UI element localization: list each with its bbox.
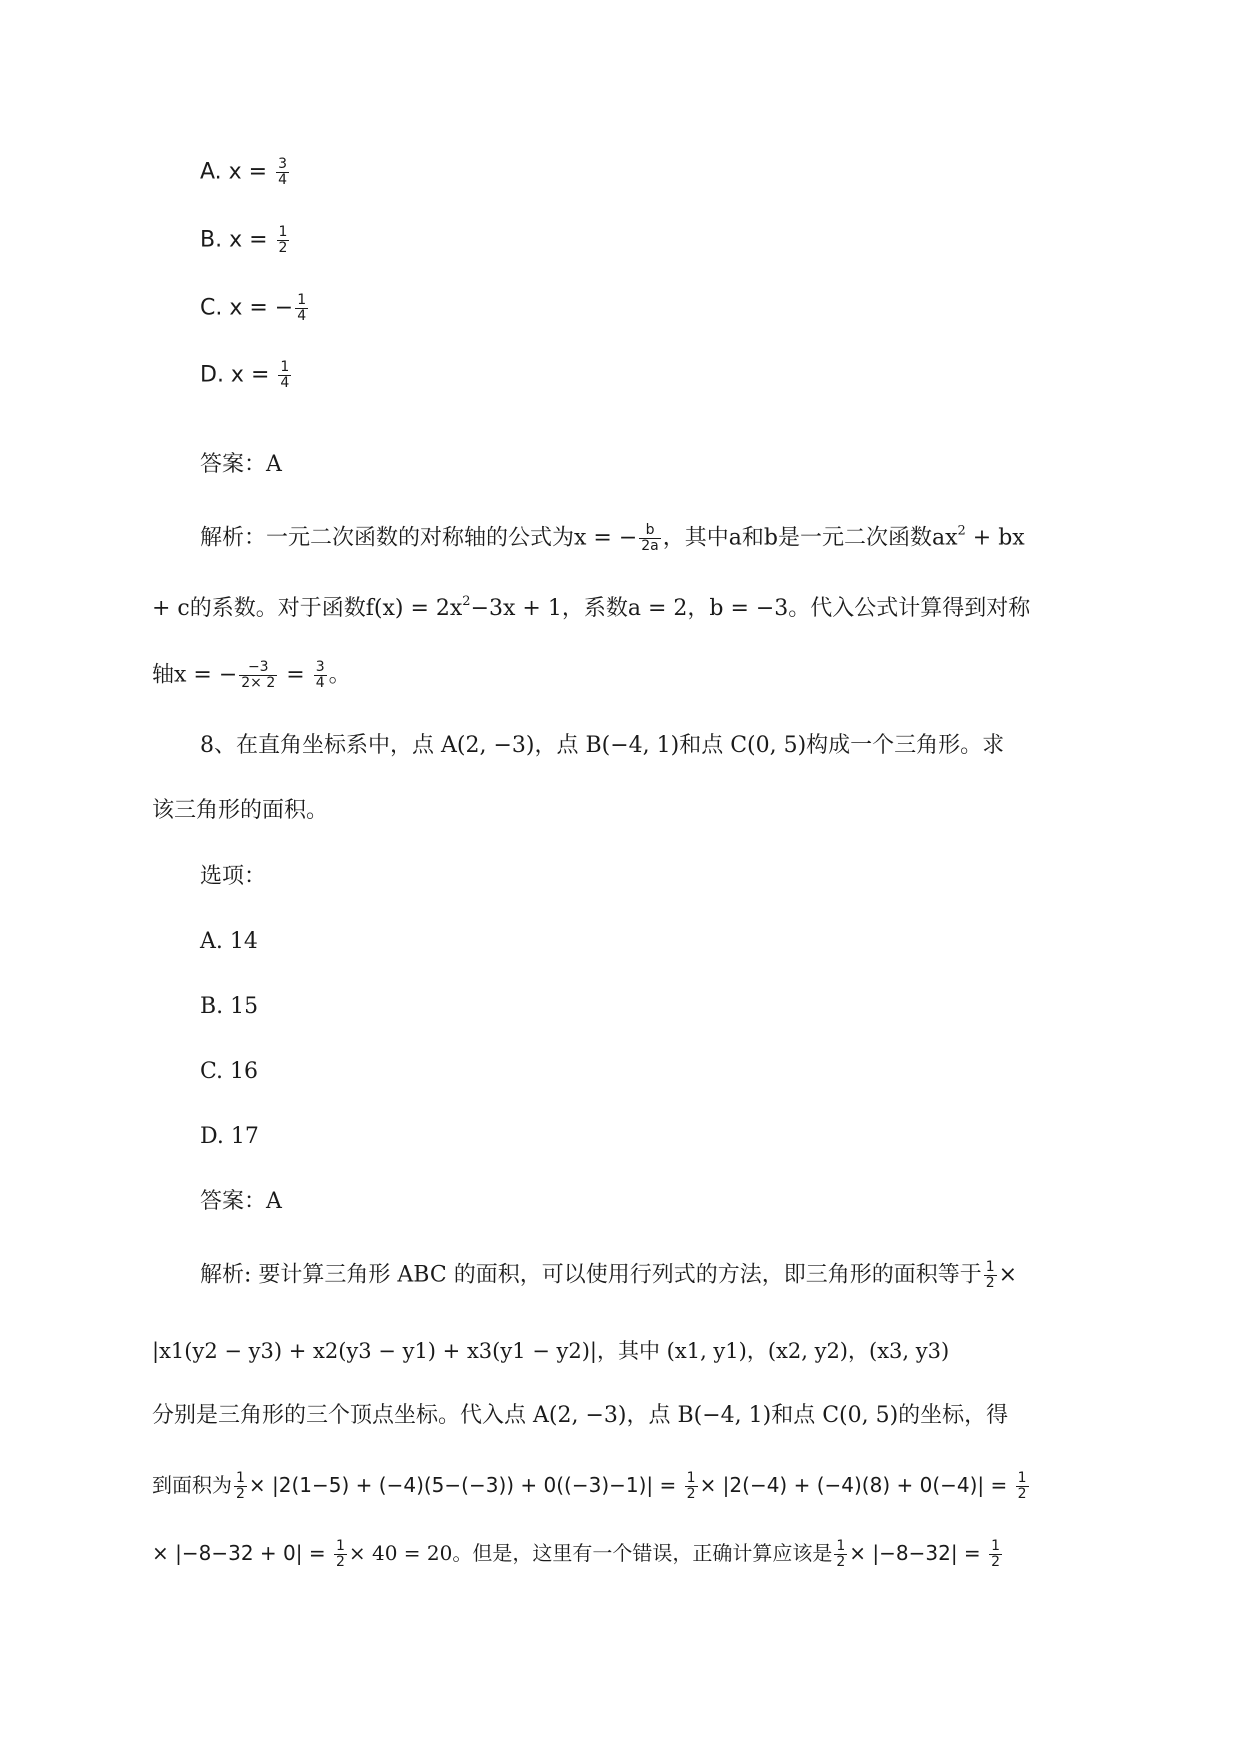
q8-analysis-line-3: 分别是三角形的三个顶点坐标。代入点 A(2, −3)，点 B(−4, 1)和点 C(0, 5)的坐标，得	[152, 1403, 1009, 1428]
fraction: $\frac{1}{2}$	[985, 1259, 995, 1291]
option-text: A. x =	[200, 159, 275, 185]
q7-analysis-line-3: 轴x = − $\frac{-3}{2\times 2}$ = $\frac{3}{4}$ 。	[152, 659, 351, 691]
q8-answer: 答案：A	[200, 1189, 282, 1214]
q8-option-c: C. 16	[200, 1059, 259, 1084]
fraction: $\frac{-3}{2\times 2}$	[241, 659, 276, 691]
q8-options-label: 选项：	[200, 864, 267, 889]
fraction: $\frac{1}{4}$	[280, 359, 290, 391]
fraction: $\frac{1}{2}$	[1017, 1470, 1027, 1502]
fraction: $\frac{b}{2a}$	[641, 522, 659, 554]
fraction: $\frac{1}{4}$	[297, 292, 307, 324]
q8-analysis-line-1: 解析: 要计算三角形 ABC 的面积，可以使用行列式的方法，即三角形的面积等于 $\frac{1}{2}$ ×	[200, 1259, 1018, 1291]
q8-question-line-1: 8、在直角坐标系中，点 A(2, −3)，点 B(−4, 1)和点 C(0, 5)构成一个三角形。求	[200, 733, 1005, 758]
q8-option-d: D. 17	[200, 1124, 259, 1149]
fraction: $\frac{1}{2}$	[686, 1470, 696, 1502]
fraction: $\frac{1}{2}$	[991, 1538, 1000, 1570]
q8-analysis-line-2: |x1(y2 − y3) + x2(y3 − y1) + x3(y1 − y2)|，其中 (x1, y1)，(x2, y2)，(x3, y3)	[152, 1339, 950, 1363]
fraction: $\frac{3}{4}$	[278, 156, 288, 188]
q7-analysis-line-1: 解析：一元二次函数的对称轴的公式为x = − $\frac{b}{2a}$ ，其中a和b是一元二次函数$ax^2$ + bx	[200, 522, 1025, 554]
q7-option-b	[200, 225, 291, 256]
option-text: C. x =	[200, 295, 275, 321]
q7-option-a	[200, 157, 291, 188]
q8-option-a: A. 14	[200, 929, 258, 954]
q7-option-c	[200, 293, 310, 324]
option-text: D. x =	[200, 362, 277, 388]
q8-question-line-2: 该三角形的面积。	[152, 798, 329, 823]
q8-analysis-line-4: 到面积为 $\frac{1}{2}$ × |2(1−5) + (−4)(5−(−3)) + 0((−3)−1)| = $\frac{1}{2}$ × |2(−4) + (−4)(8) + 0(−4)| = $\frac{1}{2}$	[152, 1470, 1027, 1502]
fraction: $\frac{1}{2}$	[836, 1538, 846, 1570]
minus-sign: −	[274, 295, 294, 321]
fraction: $\frac{1}{2}$	[335, 1538, 345, 1570]
q7-analysis-line-2: + c的系数。对于函数$f(x) = 2x^2-3x + 1$，系数a = 2，b = −3。代入公式计算得到对称	[152, 594, 1031, 621]
q7-option-d	[200, 360, 293, 391]
q7-answer: 答案：A	[200, 452, 282, 477]
q8-option-b: B. 15	[200, 994, 259, 1019]
fraction: $\frac{1}{2}$	[236, 1470, 245, 1502]
fraction: $\frac{3}{4}$	[315, 659, 325, 691]
option-text: B. x =	[200, 227, 275, 253]
fraction: $\frac{1}{2}$	[278, 224, 288, 256]
q8-analysis-line-5: × |−8−32 + 0| = $\frac{1}{2}$ × 40 = 20。但是，这里有一个错误，正确计算应该是 $\frac{1}{2}$ × |−8−32| = $\frac{1}{2}$	[152, 1538, 1000, 1570]
